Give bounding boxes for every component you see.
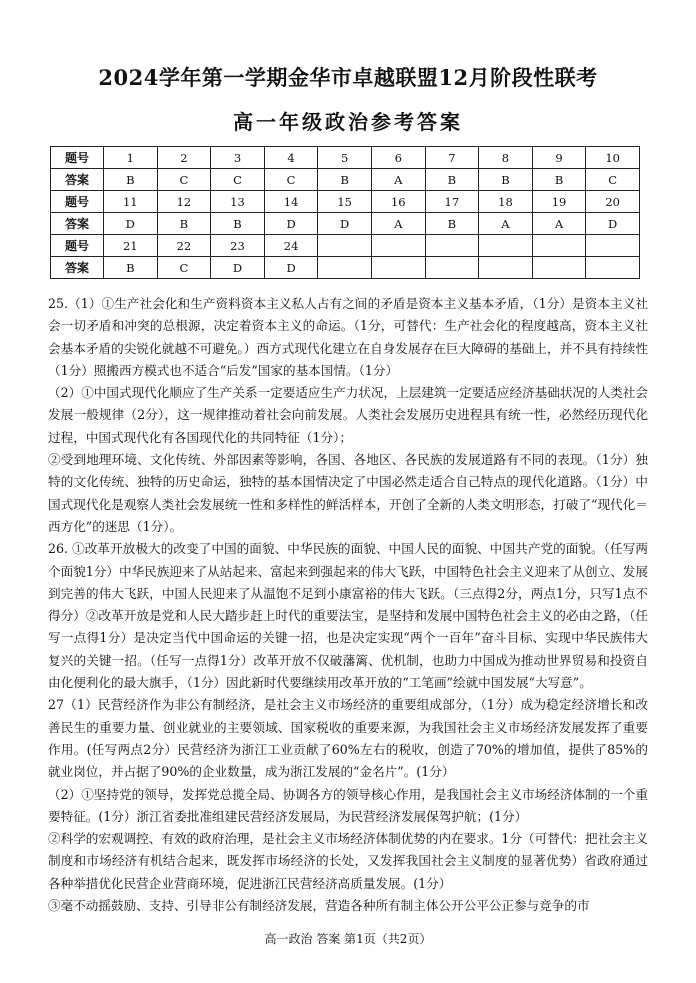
answer-cell: D xyxy=(586,213,640,235)
question-number-cell: 20 xyxy=(586,191,640,213)
question-number-cell xyxy=(318,235,372,257)
question-number-cell: 1 xyxy=(104,147,158,169)
answer-cell: D xyxy=(318,213,372,235)
question-number-label: 题号 xyxy=(51,191,104,213)
question-number-cell: 8 xyxy=(479,147,533,169)
answer-table xyxy=(50,146,640,279)
answer-cell: B xyxy=(104,169,158,191)
answer-cell: D xyxy=(211,257,265,279)
question-number-cell: 19 xyxy=(532,191,586,213)
question-number-label: 题号 xyxy=(51,235,104,257)
answer-cell: B xyxy=(157,213,211,235)
paragraph-27-2: （2）①坚持党的领导，发挥党总揽全局、协调各方的领导核心作用，是我国社会主义市场经济体制的一个重要特征。(1分）浙江省委批准组建民营经济发展局，为民营经济发展保驾护航；(1分） xyxy=(48,786,648,824)
answer-cell: C xyxy=(157,169,211,191)
answer-cell: B xyxy=(318,169,372,191)
answer-label: 答案 xyxy=(51,257,104,279)
answer-cell xyxy=(479,257,533,279)
question-number-cell xyxy=(586,235,640,257)
answer-cell: B xyxy=(211,213,265,235)
answer-cell: B xyxy=(425,169,479,191)
paragraph-27-2c: ③毫不动摇鼓励、支持、引导非公有制经济发展，营造各种所有制主体公开公平公正参与竞争的市 xyxy=(48,898,590,914)
answer-cell: B xyxy=(479,169,533,191)
question-number-cell: 9 xyxy=(532,147,586,169)
answer-cell xyxy=(371,257,425,279)
answer-table-row xyxy=(51,147,640,169)
answer-cell: D xyxy=(264,257,318,279)
question-number-cell: 16 xyxy=(371,191,425,213)
question-number-cell xyxy=(532,235,586,257)
question-number-cell: 4 xyxy=(264,147,318,169)
question-number-cell: 11 xyxy=(104,191,158,213)
answer-cell xyxy=(586,257,640,279)
answer-cell: C xyxy=(586,169,640,191)
question-number-cell: 10 xyxy=(586,147,640,169)
answer-cell xyxy=(532,257,586,279)
answer-cell: A xyxy=(479,213,533,235)
answer-table-row xyxy=(51,257,640,279)
question-number-cell: 18 xyxy=(479,191,533,213)
answer-table-row xyxy=(51,169,640,191)
question-number-cell: 22 xyxy=(157,235,211,257)
question-number-cell: 14 xyxy=(264,191,318,213)
answer-cell: B xyxy=(532,169,586,191)
answer-cell: C xyxy=(211,169,265,191)
question-number-cell: 17 xyxy=(425,191,479,213)
answer-body xyxy=(48,293,648,917)
question-number-label: 题号 xyxy=(51,147,104,169)
paragraph-27-1: 27（1）民营经济作为非公有制经济，是社会主义市场经济的重要组成部分，（1分）成为稳定经济增长和改善民生的重要力量、创业就业的主要领域、国家税收的重要来源，为我国社会主义市场经济发展发挥了重要作用。(任写两点2分）民营经济为浙江工业贡献了60%左右的税收，创造了70%的增加值，提供了85%的就业岗位，并占据了90%的企业数量，成为浙江发展的“金名片”。(1分） xyxy=(48,697,648,780)
question-number-cell: 6 xyxy=(371,147,425,169)
question-number-cell: 7 xyxy=(425,147,479,169)
page-subtitle: 高一年级政治参考答案 xyxy=(233,110,463,134)
question-number-cell: 13 xyxy=(211,191,265,213)
answer-cell: A xyxy=(371,213,425,235)
question-number-cell xyxy=(371,235,425,257)
question-number-cell xyxy=(479,235,533,257)
paragraph-25-1: 25.（1）①生产社会化和生产资料资本主义私人占有之间的矛盾是资本主义基本矛盾，（1分）是资本主义社会一切矛盾和冲突的总根源，决定着资本主义的命运。（1分，可替代：生产社会化的程度越高，资本主义社会基本矛盾的尖锐化就越不可避免。）西方式现代化建立在自身发展存在巨大障碍的基础上，并不具有持续性（1分）照搬西方模式也不适合“后发”国家的基本国情。（1分） xyxy=(48,296,648,378)
answer-cell xyxy=(425,257,479,279)
answer-cell: C xyxy=(157,257,211,279)
answer-cell: D xyxy=(264,213,318,235)
answer-cell xyxy=(318,257,372,279)
paragraph-27-2b: ②科学的宏观调控、有效的政府治理，是社会主义市场经济体制优势的内在要求。1分（可替代：把社会主义制度和市场经济有机结合起来，既发挥市场经济的长处，又发挥我国社会主义制度的显著优势）省政府通过各种举措优化民营企业营商环境，促进浙江民营经济高质量发展。(1分） xyxy=(48,831,648,891)
answer-cell: B xyxy=(104,257,158,279)
question-number-cell: 21 xyxy=(104,235,158,257)
paragraph-25-2b: ②受到地理环境、文化传统、外部因素等影响，各国、各地区、各民族的发展道路有不同的表现。（1分）独特的文化传统、独特的历史命运，独特的基本国情决定了中国必然走适合自己特点的现代化道路。（1分）中国式现代化是观察人类社会发展统一性和多样性的鲜活样本，开创了全新的人类文明形态，打破了“现代化＝西方化”的迷思（1分）。 xyxy=(48,452,648,534)
answer-cell: D xyxy=(104,213,158,235)
question-number-cell: 12 xyxy=(157,191,211,213)
question-number-cell: 23 xyxy=(211,235,265,257)
answer-cell: A xyxy=(532,213,586,235)
answer-table-row xyxy=(51,235,640,257)
question-number-cell: 24 xyxy=(264,235,318,257)
answer-table-row xyxy=(51,213,640,235)
question-number-cell: 2 xyxy=(157,147,211,169)
answer-label: 答案 xyxy=(51,213,104,235)
question-number-cell: 5 xyxy=(318,147,372,169)
answer-cell: B xyxy=(425,213,479,235)
question-number-cell: 3 xyxy=(211,147,265,169)
page-title: 2024学年第一学期金华市卓越联盟12月阶段性联考 xyxy=(98,65,598,90)
answer-table-row xyxy=(51,191,640,213)
paragraph-25-2: （2）①中国式现代化顺应了生产关系一定要适应生产力状况，上层建筑一定要适应经济基础状况的人类社会发展一般规律（2分），这一规律推动着社会向前发展。人类社会发展历史进程具有统一性，必然经历现代化过程，中国式现代化有各国现代化的共同特征（1分）； xyxy=(48,385,648,445)
answer-label: 答案 xyxy=(51,169,104,191)
answer-cell: A xyxy=(371,169,425,191)
answer-cell: C xyxy=(264,169,318,191)
question-number-cell xyxy=(425,235,479,257)
question-number-cell: 15 xyxy=(318,191,372,213)
page-footer: 高一政治 答案 第1页（共2页） xyxy=(264,932,432,946)
paragraph-26: 26. ①改革开放极大的改变了中国的面貌、中华民族的面貌、中国人民的面貌、中国共产党的面貌。（任写两个面貌1分）中华民族迎来了从站起来、富起来到强起来的伟大飞跃，中国特色社会主义迎来了从创立、发展到完善的伟大飞跃，中国人民迎来了从温饱不足到小康富裕的伟大飞跃。（三点得2分，两点1分，只写1点不得分）②改革开放是党和人民大踏步赶上时代的重要法宝，是坚持和发展中国特色社会主义的必由之路，（任写一点得1分）是决定当代中国命运的关键一招，也是决定实现“两个一百年”奋斗目标、实现中华民族伟大复兴的关键一招。（任写一点得1分）改革开放不仅破藩篱、优机制，也助力中国成为推动世界贸易和投资自由化便利化的最大旗手，（1分）因此新时代要继续用改革开放的“工笔画”绘就中国发展“大写意”。 xyxy=(48,541,648,691)
